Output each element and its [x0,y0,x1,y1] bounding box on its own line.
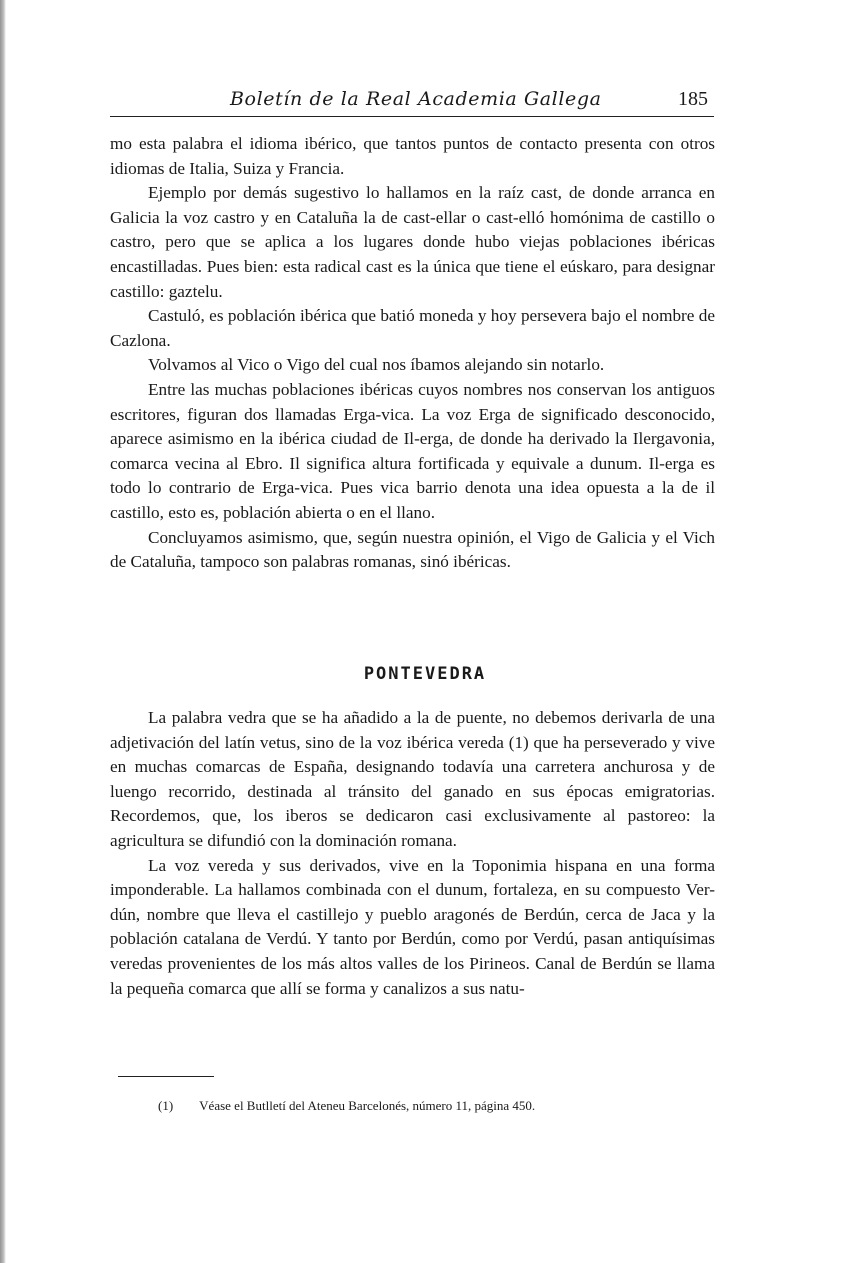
paragraph: Ejemplo por demás sugestivo lo hallamos en la raíz cast, de donde arranca en Galicia la voz castro y en Cataluña la de cast-ellar o cast-elló homónima de castillo o castro, pero que se aplica a los lugares donde hubo viejas poblaciones ibéricas encastilladas. Pues bien: esta radical cast es la única que tiene el eúskaro, para designar castillo: gaztelu. [110,183,715,301]
page-number: 185 [678,88,708,110]
paragraph: mo esta palabra el idioma ibérico, que tantos puntos de contacto presenta con otros idiomas de Italia, Suiza y Francia. [110,134,715,178]
section-title: PONTEVEDRA [363,664,487,684]
paragraph: La voz vereda y sus derivados, vive en la Toponimia hispana en una forma imponderable. La hallamos combinada con el dunum, fortaleza, en su compuesto Ver-dún, nombre que lleva el castillejo y pueblo aragonés de Berdún, cerca de Jaca y la población catalana de Verdú. Y tanto por Berdún, como por Verdú, pasan antiquísimas veredas provenientes de los más altos valles de los Pirineos. Canal de Berdún se llama la pequeña comarca que allí se forma y canalizos a sus natu- [110,855,715,998]
paragraph: Volvamos al Vico o Vigo del cual nos íbamos alejando sin notarlo. [148,355,605,375]
paragraph: Entre las muchas poblaciones ibéricas cuyos nombres nos conservan los antiguos escritores, figuran dos llamadas Erga-vica. La voz Erga de significado desconocido, aparece asimismo en la ibérica ciudad de Il-erga, de donde ha derivado la Ilergavonia, comarca vecina al Ebro. Il significa altura fortificada y equivale a dunum. Il-erga es todo lo contrario de Erga-vica. Pues vica barrio denota una idea opuesta a la de il castillo, esto es, población abierta o en el llano. [110,379,715,522]
footnote-marker: (1) [158,1098,174,1113]
footnote-text: Véase el Butlletí del Ateneu Barcelonés, número 11, página 450. [199,1098,536,1113]
running-header [110,86,714,117]
body-text-upper [110,132,715,575]
body-text-lower [110,706,715,1001]
journal-title: Boletín de la Real Academia Gallega [230,88,602,110]
paragraph: Concluyamos asimismo, que, según nuestra opinión, el Vigo de Galicia y el Vich de Cataluña, tampoco son palabras romanas, sinó ibéricas. [110,527,715,572]
page-edge-shadow [0,0,6,1263]
paragraph: La palabra vedra que se ha añadido a la de puente, no debemos derivarla de una adjetivación del latín vetus, sino de la voz ibérica vereda (1) que ha perseverado y vive en muchas comarcas de España, designando todavía una carretera anchurosa y de luengo recorrido, destinada al tránsito del ganado en sus épocas emigratorias. Recordemos, que, los iberos se dedicaron casi exclusivamente al pastoreo: la agricultura se difundió con la dominación romana. [110,708,715,850]
paragraph: Castuló, es población ibérica que batió moneda y hoy persevera bajo el nombre de Cazlona. [110,306,715,350]
footnote [158,1097,718,1115]
footnote-rule [118,1076,214,1077]
